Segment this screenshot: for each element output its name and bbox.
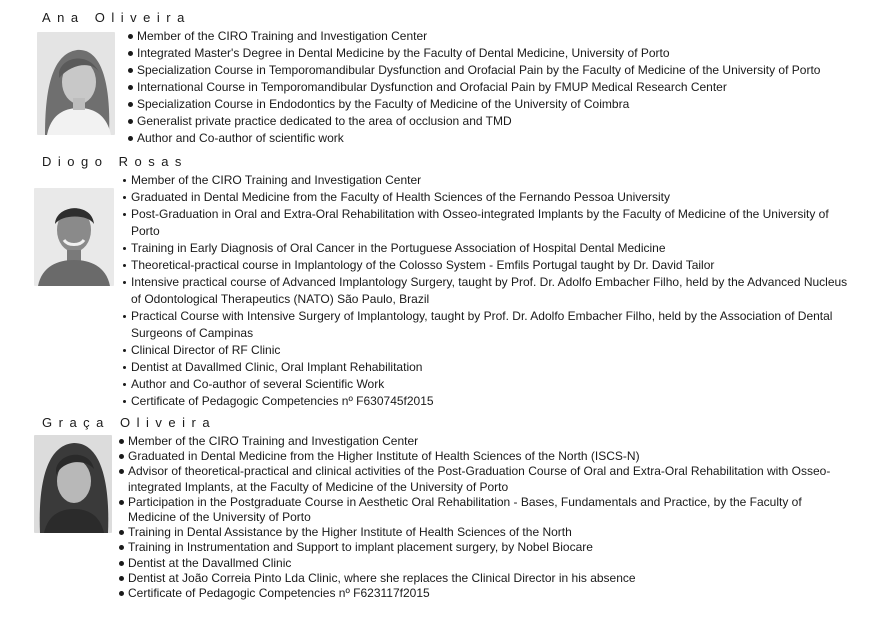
portrait-graca-image [34, 435, 112, 533]
list-item: Training in Instrumentation and Support to implant placement surgery, by Nobel Biocare [119, 540, 849, 555]
portrait-photo [34, 435, 112, 533]
list-item: Member of the CIRO Training and Investigation Center [122, 172, 850, 189]
list-item: Post-Graduation in Oral and Extra-Oral Rehabilitation with Osseo-integrated Implants by the Faculty of Medicine of the University of Porto [122, 206, 850, 240]
list-item: Dentist at João Correia Pinto Lda Clinic, where she replaces the Clinical Director in his absence [119, 571, 849, 586]
list-item: International Course in Temporomandibular Dysfunction and Orofacial Pain by FMUP Medical Research Center [128, 79, 868, 96]
list-item: Dentist at the Davallmed Clinic [119, 556, 849, 571]
credentials-list [122, 172, 850, 410]
list-item: Integrated Master's Degree in Dental Medicine by the Faculty of Dental Medicine, University of Porto [128, 45, 868, 62]
list-item: Intensive practical course of Advanced Implantology Surgery, taught by Prof. Dr. Adolfo Embacher Filho, held by the Advanced Nucleus of Odontological Therapeutics (NATO) São Paulo, Brazil [122, 274, 850, 308]
profile-ana-oliveira [0, 10, 896, 150]
list-item: Training in Dental Assistance by the Higher Institute of Health Sciences of the North [119, 525, 849, 540]
list-item: Practical Course with Intensive Surgery of Implantology, taught by Prof. Dr. Adolfo Embacher Filho, held by the Association of Dental Surgeons of Campinas [122, 308, 850, 342]
list-item: Author and Co-author of scientific work [128, 130, 868, 147]
person-name: Graça Oliveira [42, 415, 217, 430]
list-item: Certificate of Pedagogic Competencies nº F623117f2015 [119, 586, 849, 601]
list-item: Member of the CIRO Training and Investigation Center [119, 434, 849, 449]
list-item: Member of the CIRO Training and Investigation Center [128, 28, 868, 45]
list-item: Training in Early Diagnosis of Oral Cancer in the Portuguese Association of Hospital Dental Medicine [122, 240, 850, 257]
list-item: Clinical Director of RF Clinic [122, 342, 850, 359]
credentials-list [119, 434, 849, 601]
credentials-list [128, 28, 868, 147]
profile-graca-oliveira [0, 415, 896, 615]
list-item: Dentist at Davallmed Clinic, Oral Implant Rehabilitation [122, 359, 850, 376]
portrait-photo [34, 188, 114, 286]
list-item: Graduated in Dental Medicine from the Higher Institute of Health Sciences of the North (ISCS-N) [119, 449, 849, 464]
portrait-photo [37, 32, 115, 135]
person-name: Ana Oliveira [42, 10, 191, 25]
list-item: Participation in the Postgraduate Course in Aesthetic Oral Rehabilitation - Bases, Fundamentals and Practice, by the Faculty of Medicine of the University of Porto [119, 495, 849, 525]
list-item: Theoretical-practical course in Implantology of the Colosso System - Emfils Portugal taught by Dr. David Tailor [122, 257, 850, 274]
person-name: Diogo Rosas [42, 154, 188, 169]
list-item: Advisor of theoretical-practical and clinical activities of the Post-Graduation Course of Oral and Extra-Oral Rehabilitation with Osseo-integrated Implants, at the Faculty of Medicine of the University of Porto [119, 464, 849, 494]
list-item: Specialization Course in Temporomandibular Dysfunction and Orofacial Pain by the Faculty of Medicine of the University of Porto [128, 62, 868, 79]
portrait-diogo-image [34, 188, 114, 286]
list-item: Author and Co-author of several Scientific Work [122, 376, 850, 393]
portrait-ana-image [37, 32, 115, 135]
list-item: Specialization Course in Endodontics by the Faculty of Medicine of the University of Coimbra [128, 96, 868, 113]
list-item: Generalist private practice dedicated to the area of occlusion and TMD [128, 113, 868, 130]
list-item: Graduated in Dental Medicine from the Faculty of Health Sciences of the Fernando Pessoa University [122, 189, 850, 206]
list-item: Certificate of Pedagogic Competencies nº F630745f2015 [122, 393, 850, 410]
profile-diogo-rosas [0, 154, 896, 414]
